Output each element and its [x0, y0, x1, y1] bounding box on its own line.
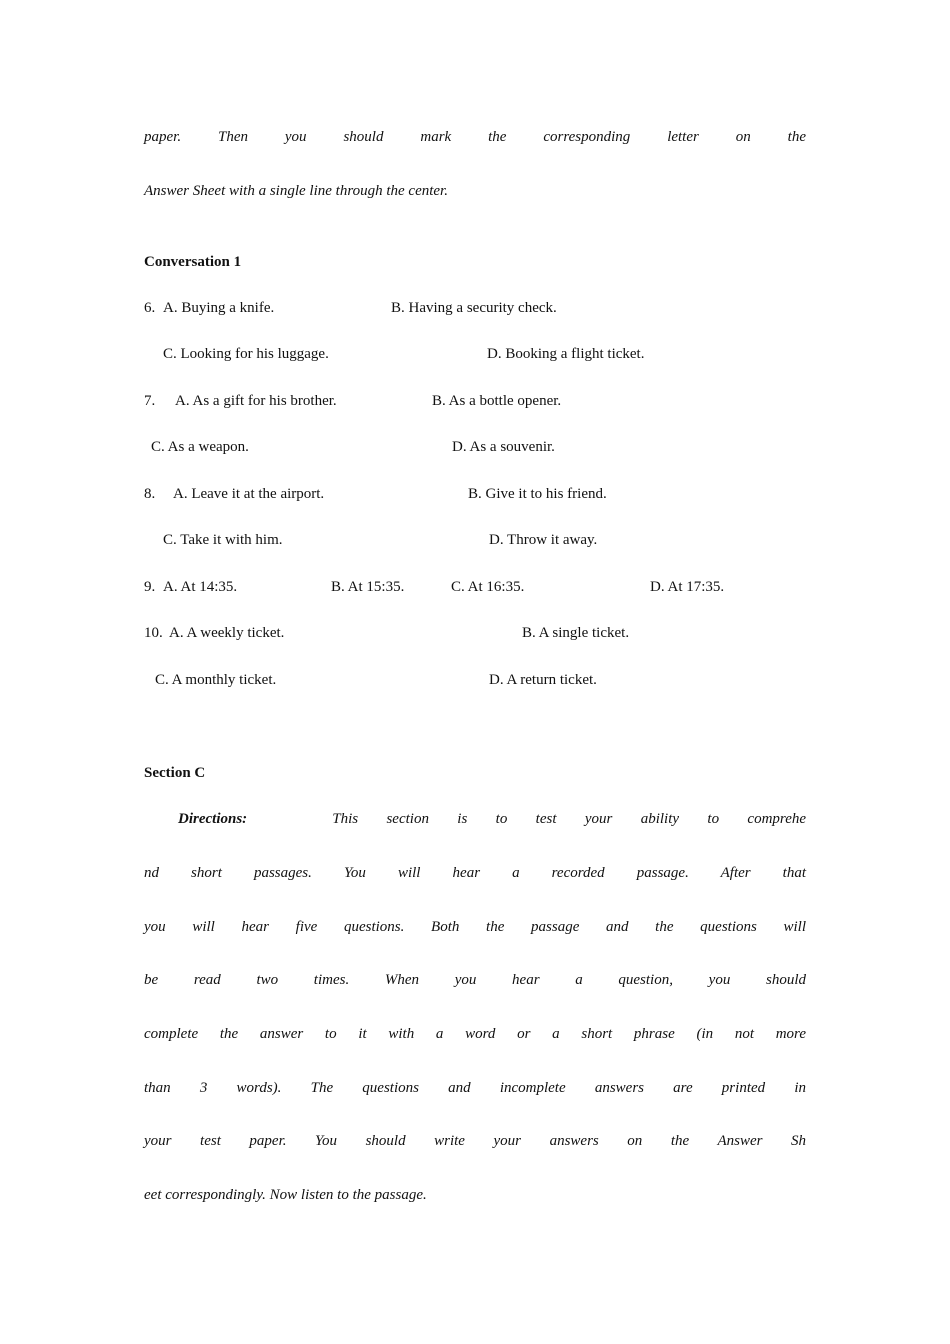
- option-a: A. A weekly ticket.: [169, 625, 285, 641]
- directions-line-1: [144, 809, 806, 829]
- directions-text: This section is to test your ability to comprehe: [332, 811, 807, 827]
- option-d: D. At 17:35.: [650, 579, 725, 595]
- directions-line-5: complete the answer to it with a word or a short phrase (in not more: [144, 1026, 806, 1042]
- option-a: A. At 14:35.: [163, 579, 238, 595]
- question-number: 9.: [144, 579, 156, 595]
- option-d: D. A return ticket.: [489, 672, 597, 688]
- option-a: A. As a gift for his brother.: [175, 393, 337, 409]
- section-heading: Section C: [144, 765, 206, 781]
- option-c: C. As a weapon.: [151, 439, 249, 455]
- option-c: C. At 16:35.: [451, 579, 525, 595]
- option-d: D. Throw it away.: [489, 532, 598, 548]
- directions-line-2: nd short passages. You will hear a recorded passage. After that: [144, 865, 806, 881]
- option-d: D. As a souvenir.: [452, 439, 555, 455]
- option-c: C. Take it with him.: [163, 532, 283, 548]
- option-a: A. Buying a knife.: [163, 300, 275, 316]
- option-b: B. Give it to his friend.: [468, 486, 607, 502]
- directions-line-8: eet correspondingly. Now listen to the passage.: [144, 1187, 427, 1203]
- option-b: B. Having a security check.: [391, 300, 557, 316]
- option-b: B. At 15:35.: [331, 579, 405, 595]
- directions-line-3: you will hear five questions. Both the passage and the questions will: [144, 919, 806, 935]
- option-b: B. A single ticket.: [522, 625, 630, 641]
- directions-line-7: your test paper. You should write your answers on the Answer Sh: [144, 1133, 806, 1149]
- question-number: 8.: [144, 486, 156, 502]
- question-number: 6.: [144, 300, 156, 316]
- option-c: C. A monthly ticket.: [155, 672, 277, 688]
- option-a: A. Leave it at the airport.: [173, 486, 325, 502]
- directions-label: Directions:: [178, 811, 248, 827]
- option-d: D. Booking a flight ticket.: [487, 346, 645, 362]
- conversation-heading: Conversation 1: [144, 254, 242, 270]
- intro-line-2: Answer Sheet with a single line through the center.: [144, 183, 448, 199]
- directions-line-4: be read two times. When you hear a question, you should: [144, 972, 806, 988]
- option-c: C. Looking for his luggage.: [163, 346, 329, 362]
- directions-line-6: than 3 words). The questions and incomplete answers are printed in: [144, 1080, 806, 1096]
- option-b: B. As a bottle opener.: [432, 393, 562, 409]
- question-number: 7.: [144, 393, 156, 409]
- intro-line-1: paper. Then you should mark the corresponding letter on the: [144, 129, 806, 145]
- question-number: 10.: [144, 625, 163, 641]
